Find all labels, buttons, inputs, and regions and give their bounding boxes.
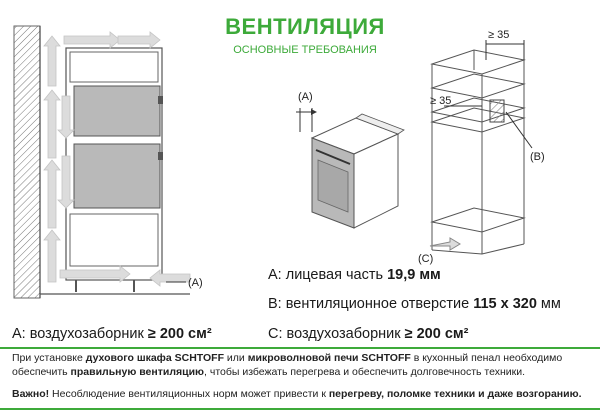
dim-top-label: ≥ 35 — [488, 29, 510, 41]
note-warning — [12, 387, 592, 401]
note1-bold3: правильную вентиляцию — [70, 366, 205, 378]
cabinet-label-c: (C) — [418, 253, 434, 265]
left-label-a: (A) — [188, 277, 203, 289]
spec-left-text: воздухозаборник — [25, 326, 148, 342]
lower-oven — [74, 144, 160, 208]
dim-middle-label: ≥ 35 — [430, 95, 452, 107]
note2-part1: Несоблюдение вентиляционных норм может привести к — [49, 388, 329, 400]
note1-part4: , чтобы избежать перегрева и обеспечить долговечность техники. — [204, 366, 525, 378]
wall-hatch — [14, 26, 40, 298]
spec-a-prefix: A: — [268, 267, 282, 283]
note2-bold2: перегреву, поломке техники и даже возгоранию. — [328, 388, 582, 400]
note1-part2: или — [224, 352, 248, 364]
spec-left-value: ≥ 200 см² — [147, 326, 212, 342]
spec-c-text: воздухозаборник — [282, 326, 405, 342]
spec-a-value: 19,9 мм — [387, 267, 441, 283]
note1-bold1: духового шкафа SCHTOFF — [85, 352, 225, 364]
cabinet-label-b: (B) — [530, 151, 545, 163]
left-column-diagram — [14, 26, 190, 298]
page-title: ВЕНТИЛЯЦИЯ — [225, 14, 385, 39]
note1-bold2: микроволновой печи SCHTOFF — [247, 352, 411, 364]
spec-a — [268, 267, 441, 283]
page-subtitle: ОСНОВНЫЕ ТРЕБОВАНИЯ — [233, 44, 377, 56]
bottom-drawer — [70, 214, 158, 266]
divider-top — [0, 347, 600, 349]
spec-c-value: ≥ 200 см² — [404, 326, 469, 342]
spec-b — [268, 296, 561, 312]
note2-bold1: Важно! — [12, 388, 50, 400]
oven-label-a: (A) — [298, 91, 313, 103]
upper-oven — [74, 86, 160, 136]
top-compartment — [70, 52, 158, 82]
spec-left-a — [12, 326, 212, 342]
spec-c-prefix: C: — [268, 326, 283, 342]
spec-c — [268, 326, 468, 342]
spec-b-unit: мм — [536, 296, 561, 312]
spec-b-text: вентиляционное отверстие — [281, 296, 474, 312]
divider-bottom — [0, 408, 600, 410]
note-installation — [12, 351, 592, 379]
spec-a-text: лицевая часть — [281, 267, 388, 283]
spec-left-prefix: A: — [12, 326, 26, 342]
spec-b-prefix: B: — [268, 296, 282, 312]
oven-iso-diagram — [296, 108, 404, 228]
note1-part3: в кухонный пенал необходимо обеспечить — [12, 352, 563, 378]
note1-part1: При установке — [12, 352, 86, 364]
cabinet-iso-diagram — [430, 40, 532, 254]
spec-b-value: 115 х 320 — [473, 296, 537, 312]
